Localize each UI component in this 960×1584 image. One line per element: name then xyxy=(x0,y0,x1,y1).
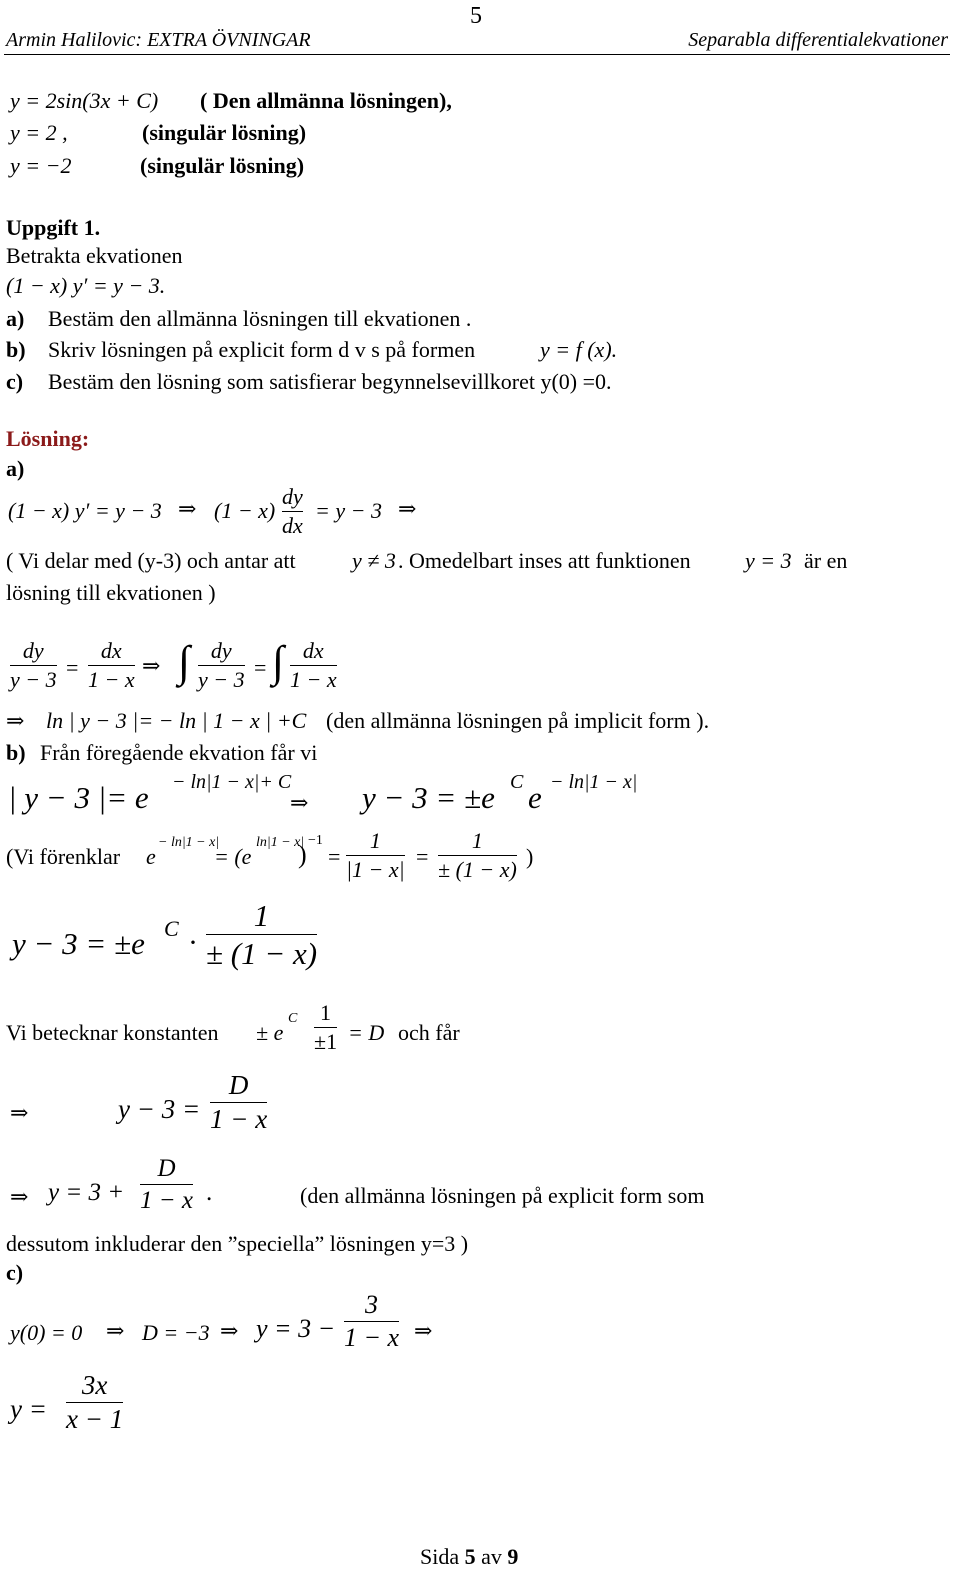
d2-dot: . xyxy=(206,1179,213,1206)
note1-c: är en xyxy=(804,548,848,573)
big-num: 1 xyxy=(253,898,270,933)
final-lhs: y = xyxy=(10,1394,47,1424)
c-den: 1 − x xyxy=(344,1323,400,1353)
note1-a: ( Vi delar med (y-3) och antar att xyxy=(6,548,296,573)
intro-eq1: y = 2sin(3x + C) xyxy=(10,88,159,113)
task-intro: Betrakta ekvationen xyxy=(6,243,183,268)
d2-num: D xyxy=(157,1155,176,1182)
const-end: och får xyxy=(398,1020,460,1045)
simplify-e: e xyxy=(146,844,156,869)
sep-num1: dy xyxy=(210,638,232,663)
arrow-10: ⇒ xyxy=(414,1318,433,1343)
footer xyxy=(420,1546,518,1568)
d1-num: D xyxy=(228,1070,249,1100)
simplify-mid: = (e xyxy=(214,844,252,869)
final-fraction xyxy=(66,1372,123,1433)
step1-lhs: (1 − x) y′ = y − 3 xyxy=(8,498,162,523)
intro-eq3-note: (singulär lösning) xyxy=(140,153,305,178)
header-right: Separabla differentialekvationer xyxy=(688,29,948,51)
simplify-exp: − ln|1 − x| xyxy=(158,835,220,850)
arrow-4: ⇒ xyxy=(6,708,25,733)
task-b-formula: y = f (x). xyxy=(540,337,618,362)
d2-fraction xyxy=(140,1156,193,1213)
const-exp: C xyxy=(288,1011,298,1026)
d1-fraction xyxy=(210,1072,267,1133)
fraction-bar xyxy=(10,665,57,666)
d2-den: 1 − x xyxy=(140,1187,193,1215)
fraction-bar xyxy=(140,1184,193,1185)
solution-b-text: Från föregående ekvation får vi xyxy=(40,740,318,765)
arrow-7: ⇒ xyxy=(10,1184,29,1209)
sep-eq-1: = xyxy=(66,655,79,680)
task-b-label: b) xyxy=(6,337,26,362)
intro-eq2: y = 2 , xyxy=(10,120,68,145)
final-den: x − 1 xyxy=(66,1404,124,1435)
fraction-bar xyxy=(198,665,245,666)
simplify-num2: 1 xyxy=(471,828,483,853)
footer-page: 5 xyxy=(464,1544,476,1569)
fraction-bar xyxy=(346,855,405,856)
sep-eq-2: = xyxy=(254,655,267,680)
fraction-bar xyxy=(290,665,337,666)
step1-den: dx xyxy=(282,513,303,539)
header-rule xyxy=(4,54,950,55)
footer-total: 9 xyxy=(507,1544,519,1569)
const-pm: ± e xyxy=(256,1020,284,1045)
simplify-frac-2 xyxy=(438,830,517,881)
arrow-6: ⇒ xyxy=(10,1100,29,1125)
page-number: 5 xyxy=(470,3,482,29)
simplify-end: ) xyxy=(526,844,534,869)
task-b-text: Skriv lösningen på explicit form d v s på formen xyxy=(48,337,476,362)
big-dot: · xyxy=(188,926,198,959)
sep-den2: 1 − x xyxy=(290,667,337,693)
fraction-bar xyxy=(314,1027,337,1028)
simplify-close: ) xyxy=(298,840,307,869)
abs-lhs: | y − 3 |= e xyxy=(8,780,149,815)
sep-num2: dx xyxy=(100,638,122,663)
final-num: 3x xyxy=(81,1370,108,1400)
arrow-5: ⇒ xyxy=(290,790,309,815)
task-equation: (1 − x) y′ = y − 3. xyxy=(6,273,166,298)
integral-sign-2: ∫ xyxy=(272,637,285,686)
intro-eq1-note: ( Den allmänna lösningen), xyxy=(200,88,452,113)
sep-frac-2 xyxy=(88,640,135,691)
solution-a-label: a) xyxy=(6,456,25,481)
big-fraction xyxy=(206,898,318,972)
fraction-bar xyxy=(344,1321,399,1322)
integral-sign-1: ∫ xyxy=(178,637,191,686)
note1-line2: lösning till ekvationen ) xyxy=(6,580,216,605)
simplify-exp2: ln|1 − x| xyxy=(256,835,305,850)
sep-den2: 1 − x xyxy=(88,667,135,693)
sep-num1: dy xyxy=(22,638,44,663)
pm-lhs: y − 3 = ±e xyxy=(362,780,495,815)
footer-mid: av xyxy=(481,1544,502,1569)
task-title: Uppgift 1. xyxy=(6,215,101,240)
ln-note: (den allmänna lösningen på implicit form ). xyxy=(326,708,710,733)
c-eq2: D = −3 xyxy=(142,1320,210,1345)
abs-exp: − ln|1 − x|+ C xyxy=(172,771,292,793)
solution-b-label: b) xyxy=(6,740,26,765)
arrow-9: ⇒ xyxy=(220,1318,239,1343)
d2-lhs: y = 3 + xyxy=(48,1179,125,1206)
simplify-prefix: (Vi förenklar xyxy=(6,844,121,869)
c-num: 3 xyxy=(365,1290,379,1319)
fraction-bar xyxy=(66,1402,123,1403)
step1-mid: (1 − x) xyxy=(214,498,276,523)
header-left: Armin Halilovic: EXTRA ÖVNINGAR xyxy=(6,29,311,51)
note1-func: y = 3 xyxy=(745,548,792,573)
solution-title: Lösning: xyxy=(6,426,90,451)
arrow-3: ⇒ xyxy=(142,653,161,678)
step1-num: dy xyxy=(282,484,303,509)
big-exp: C xyxy=(164,916,179,941)
task-c-label: c) xyxy=(6,369,24,394)
footer-prefix: Sida xyxy=(420,1544,460,1569)
note1-b: . Omedelbart inses att funktionen xyxy=(398,548,691,573)
intro-eq2-note: (singulär lösning) xyxy=(142,120,307,145)
step1-fraction xyxy=(282,486,303,537)
simplify-den1: |1 − x| xyxy=(346,857,405,883)
d1-den: 1 − x xyxy=(210,1104,268,1135)
task-a-label: a) xyxy=(6,306,25,331)
const-text: Vi betecknar konstanten xyxy=(6,1020,219,1045)
fraction-bar xyxy=(210,1102,267,1103)
fraction-bar xyxy=(206,934,317,935)
fraction-bar xyxy=(282,511,303,512)
c-eq1: y(0) = 0 xyxy=(10,1320,83,1345)
const-num: 1 xyxy=(320,1000,332,1025)
const-fraction xyxy=(314,1002,337,1053)
simplify-exp3: −1 xyxy=(308,833,323,848)
solution-c-label: c) xyxy=(6,1260,24,1285)
sep-den1: y − 3 xyxy=(10,667,57,693)
note1-cond: y ≠ 3 xyxy=(352,548,396,573)
const-eq: = D xyxy=(348,1020,385,1045)
big-lhs: y − 3 = ±e xyxy=(12,926,145,961)
task-c-text: Bestäm den lösning som satisfierar begynnelsevillkoret y(0) =0. xyxy=(48,369,612,394)
c-eq3: y = 3 − xyxy=(256,1314,336,1343)
simplify-frac-1 xyxy=(346,830,405,881)
pm-exp1: C xyxy=(510,771,524,793)
fraction-bar xyxy=(88,665,135,666)
sep-frac-4 xyxy=(290,640,337,691)
step1-rhs: = y − 3 xyxy=(315,498,382,523)
d2-note2: dessutom inkluderar den ”speciella” lösningen y=3 ) xyxy=(6,1231,469,1256)
const-den: ±1 xyxy=(314,1029,338,1055)
d2-note: (den allmänna lösningen på explicit form som xyxy=(300,1183,705,1208)
c-fraction xyxy=(344,1292,399,1351)
pm-exp2: − ln|1 − x| xyxy=(550,771,638,793)
sep-den1: y − 3 xyxy=(198,667,245,693)
big-den: ± (1 − x) xyxy=(206,936,318,972)
sep-num2: dx xyxy=(302,638,324,663)
simplify-den2: ± (1 − x) xyxy=(438,857,517,883)
ln-line: ln | y − 3 |= − ln | 1 − x | +C xyxy=(46,708,307,733)
simplify-eq-2: = xyxy=(416,844,429,869)
task-a-text: Bestäm den allmänna lösningen till ekvationen . xyxy=(48,306,472,331)
arrow-2: ⇒ xyxy=(398,496,417,521)
arrow-8: ⇒ xyxy=(106,1318,125,1343)
arrow-1: ⇒ xyxy=(178,496,197,521)
simplify-eq-1: = xyxy=(328,844,341,869)
simplify-num1: 1 xyxy=(369,828,381,853)
fraction-bar xyxy=(438,855,517,856)
sep-frac-1 xyxy=(10,640,57,691)
sep-frac-3 xyxy=(198,640,245,691)
pm-e2: e xyxy=(528,780,542,815)
intro-eq3: y = −2 xyxy=(10,153,72,178)
d1-lhs: y − 3 = xyxy=(118,1094,201,1124)
